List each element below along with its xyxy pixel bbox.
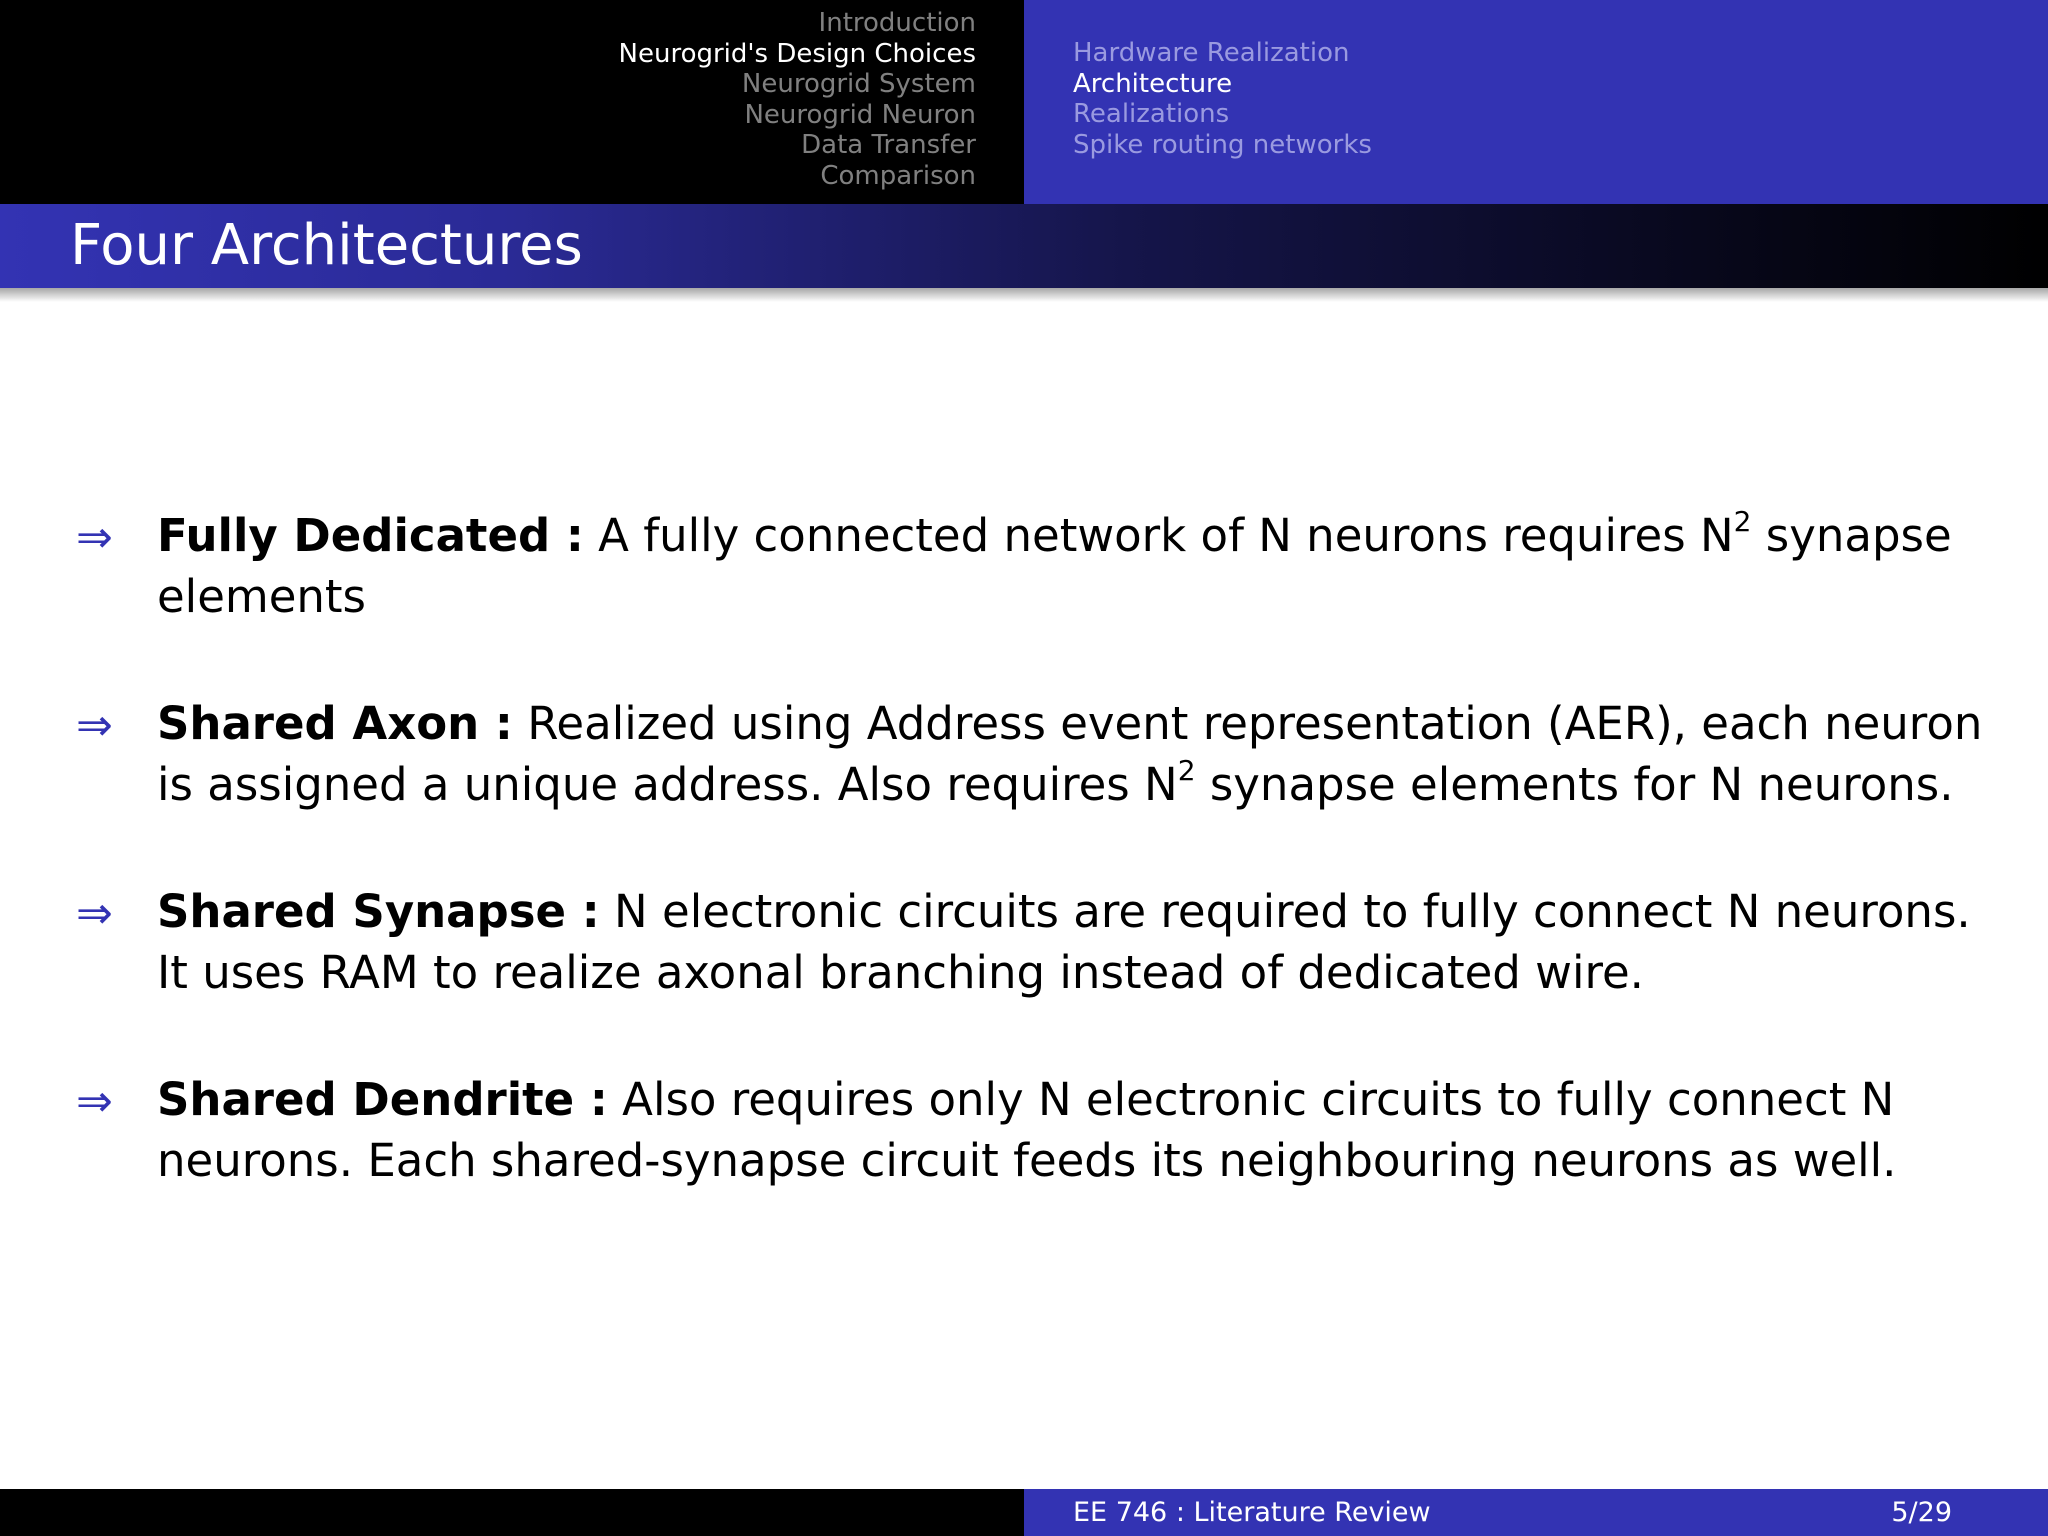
nav-subsection-architecture[interactable]: Architecture [1073, 68, 1233, 99]
section-navigation [0, 0, 1024, 204]
footer-title: EE 746 : Literature Review [1073, 1497, 1431, 1528]
nav-subsection-realizations[interactable]: Realizations [1073, 99, 1230, 129]
superscript: 2 [1177, 754, 1196, 787]
list-item-shared-dendrite [0, 1069, 2048, 1257]
item-term: Shared Synapse : [157, 885, 600, 938]
architecture-list [0, 505, 2048, 1257]
item-description: Realized using Address event representation (AER), each neuron is assigned a unique address. Also requires N [157, 697, 1983, 811]
superscript: 2 [1733, 505, 1752, 538]
item-term: Shared Axon : [157, 697, 513, 750]
implies-arrow-icon: ⇒ [76, 888, 113, 939]
list-item-shared-axon [0, 693, 2048, 881]
list-item-shared-synapse [0, 881, 2048, 1069]
nav-subsection-hardware-realization[interactable]: Hardware Realization [1073, 38, 1350, 68]
title-shadow [0, 288, 2048, 302]
item-description-cont: synapse elements [157, 509, 1952, 623]
item-term: Fully Dedicated : [157, 509, 584, 562]
nav-subsection-spike-routing[interactable]: Spike routing networks [1073, 129, 1372, 160]
nav-section-neurogrid-neuron[interactable]: Neurogrid Neuron [744, 99, 976, 130]
item-description: Also requires only N electronic circuits to fully connect N neurons. Each shared-synapse circuit feeds its neighbouring neurons as well. [157, 1073, 1897, 1187]
slide-title: Four Architectures [70, 213, 583, 278]
item-description: A fully connected network of N neurons requires N [598, 509, 1734, 562]
header-navigation [0, 0, 2048, 204]
section-list [619, 8, 976, 191]
list-item-fully-dedicated [0, 505, 2048, 693]
item-description: N electronic circuits are required to fully connect N neurons. It uses RAM to realize axonal branching instead of dedicated wire. [157, 885, 1971, 999]
page-number: 5/29 [1891, 1497, 1952, 1528]
nav-section-introduction[interactable]: Introduction [818, 8, 976, 38]
subsection-list [1073, 38, 1372, 160]
implies-arrow-icon: ⇒ [76, 700, 113, 751]
item-text [157, 881, 1997, 1003]
footer-right-panel [1024, 1489, 2048, 1536]
item-text [157, 693, 1997, 815]
item-term: Shared Dendrite : [157, 1073, 608, 1126]
item-text [157, 505, 1997, 627]
footer-left-panel [0, 1489, 1024, 1536]
implies-arrow-icon: ⇒ [76, 1076, 113, 1127]
nav-section-design-choices[interactable]: Neurogrid's Design Choices [618, 38, 976, 69]
item-text [157, 1069, 1997, 1191]
footer [0, 1489, 2048, 1536]
implies-arrow-icon: ⇒ [76, 512, 113, 563]
item-description-cont: synapse elements for N neurons. [1209, 758, 1954, 811]
nav-section-neurogrid-system[interactable]: Neurogrid System [741, 69, 976, 99]
subsection-navigation [1024, 0, 2048, 204]
frame-title-bar [0, 204, 2048, 288]
nav-section-comparison[interactable]: Comparison [820, 160, 976, 191]
nav-section-data-transfer[interactable]: Data Transfer [801, 130, 976, 160]
